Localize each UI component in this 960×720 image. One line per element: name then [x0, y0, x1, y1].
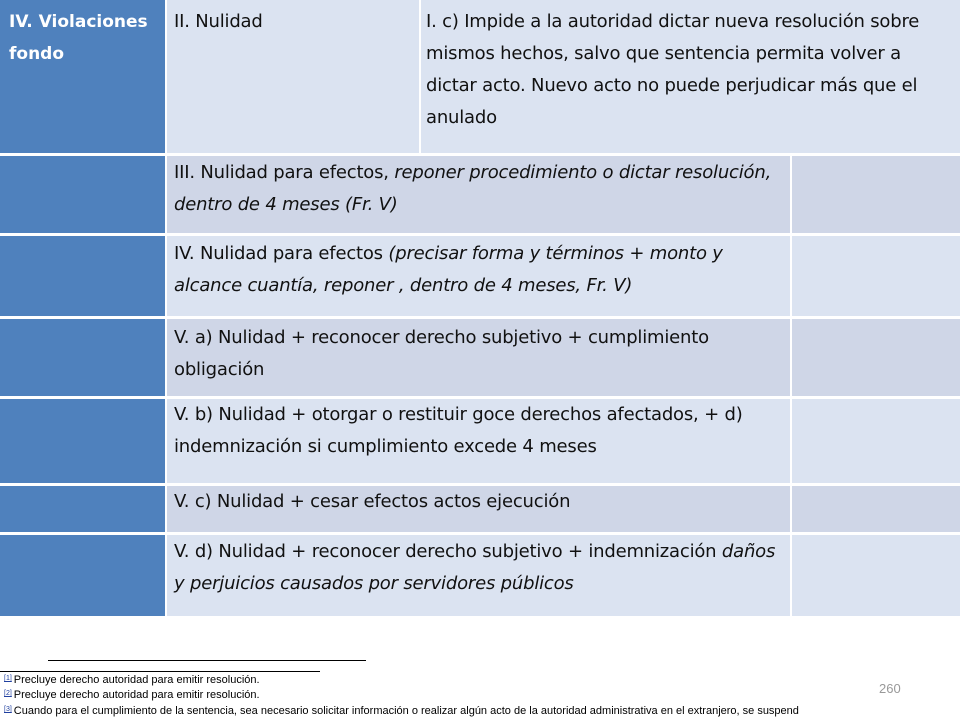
header-cell-violaciones — [0, 0, 165, 153]
row-2-text: IV. Nulidad para efectos (precisar forma y términos + monto y alcance cuantía, reponer , dentro de 4 meses, Fr. V) — [174, 243, 723, 296]
row-5-right — [792, 486, 960, 532]
footnote-2-text: Precluye derecho autoridad para emitir resolución. — [13, 689, 260, 701]
footnote-3-text: Cuando para el cumplimiento de la sentencia, sea necesario solicitar información o realizar algún acto de la autoridad administrativa en el extranjero, se suspend — [13, 705, 799, 717]
row-4-left — [0, 399, 165, 483]
header-cell-impide — [421, 0, 960, 153]
row-2-left — [0, 236, 165, 316]
row-1-right — [792, 156, 960, 233]
row-2-right — [792, 236, 960, 316]
row-4-text-cell — [167, 399, 790, 483]
row-5-text: V. c) Nulidad + cesar efectos actos ejecución — [174, 491, 571, 512]
row-1-left — [0, 156, 165, 233]
row-3-text-cell — [167, 319, 790, 396]
row-5-left — [0, 486, 165, 532]
row-6-text: V. d) Nulidad + reconocer derecho subjetivo + indemnización daños y perjuicios causados por servidores públicos — [174, 541, 776, 594]
page-number: 260 — [879, 681, 901, 696]
footnote-1 — [4, 672, 960, 687]
footnote-1-ref[interactable]: [1] — [4, 675, 12, 682]
row-2-text-cell — [167, 236, 790, 316]
footnote-1-text: Precluye derecho autoridad para emitir resolución. — [13, 674, 260, 686]
row-1-text: III. Nulidad para efectos, reponer procedimiento o dictar resolución, dentro de 4 meses (Fr. V) — [174, 162, 772, 215]
header-violaciones-text: IV. Violaciones fondo — [9, 12, 148, 64]
row-6-left — [0, 535, 165, 616]
row-3-left — [0, 319, 165, 396]
row-6-right — [792, 535, 960, 616]
row-3-right — [792, 319, 960, 396]
header-cell-nulidad — [167, 0, 419, 153]
row-1-text-cell — [167, 156, 790, 233]
row-3-text: V. a) Nulidad + reconocer derecho subjetivo + cumplimiento obligación — [174, 327, 709, 380]
row-4-right — [792, 399, 960, 483]
header-impide-text: I. c) Impide a la autoridad dictar nueva resolución sobre mismos hechos, salvo que sentencia permita volver a dictar acto. Nuevo acto no puede perjudicar más que el anulado — [426, 11, 920, 128]
footnote-2 — [4, 687, 960, 702]
footnote-3-ref[interactable]: [3] — [4, 706, 12, 713]
header-nulidad-text: II. Nulidad — [174, 11, 263, 32]
row-5-text-cell — [167, 486, 790, 532]
row-6-text-cell — [167, 535, 790, 616]
footnote-separator — [48, 660, 366, 661]
footnote-2-ref[interactable]: [2] — [4, 690, 12, 697]
footnote-3 — [4, 703, 960, 718]
row-4-text: V. b) Nulidad + otorgar o restituir goce derechos afectados, + d) indemnización si cumplimiento excede 4 meses — [174, 404, 743, 457]
